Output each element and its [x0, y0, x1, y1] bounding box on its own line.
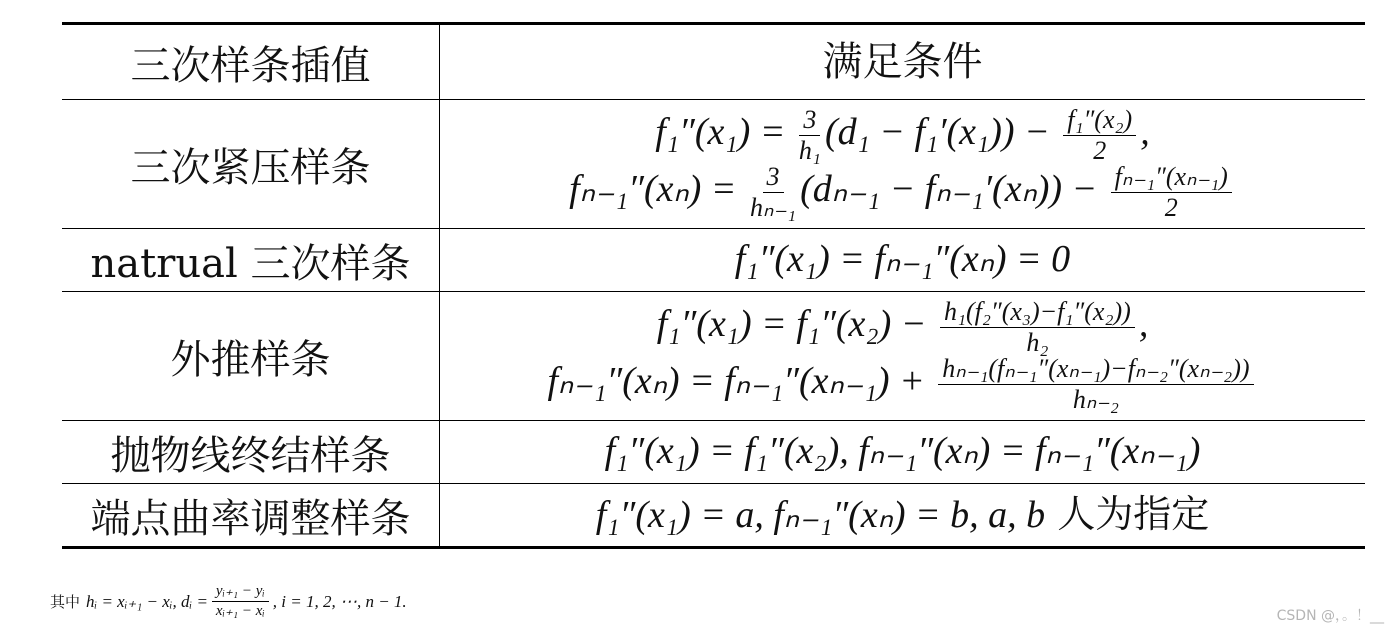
fraction [212, 584, 269, 619]
formula-part: fₙ₋₁″(xₙ) = fₙ₋₁″(xₙ₋₁) + [547, 360, 935, 403]
formula-part: f₁″(x₁) = f₁″(x₂) − [656, 303, 936, 346]
row-condition-natural [440, 229, 1365, 291]
row-condition-curvature [440, 484, 1365, 546]
fraction-numerator: yᵢ₊₁ − yᵢ [212, 584, 269, 602]
formula-line [655, 107, 1149, 164]
formula-line [547, 356, 1257, 413]
fraction [940, 299, 1135, 356]
fraction [1111, 164, 1232, 221]
fraction-numerator: 3 [763, 164, 784, 193]
formula-line: f₁″(x₁) = fₙ₋₁″(xₙ) = 0 [734, 238, 1071, 281]
fraction-denominator: h₁ [798, 136, 821, 165]
watermark: CSDN @，。！__ [1276, 608, 1384, 624]
fraction [799, 107, 821, 164]
formula-cn-text: 人为指定 [1057, 491, 1210, 536]
table-header-row [62, 25, 1365, 100]
table-row [62, 229, 1365, 292]
spline-conditions-table [62, 22, 1365, 549]
row-condition-clamped [440, 100, 1365, 228]
footnote-formula: hᵢ = xᵢ₊₁ − xᵢ, dᵢ = [86, 591, 208, 611]
formula-line [596, 493, 1210, 538]
fraction-denominator: h₂ [1026, 328, 1049, 357]
row-name-natural: natrual 三次样条 [62, 229, 440, 291]
row-name-extrapolated: 外推样条 [62, 292, 440, 420]
table-row [62, 292, 1365, 421]
fraction [1063, 107, 1136, 164]
header-conditions: 满足条件 [822, 39, 983, 85]
fraction-denominator: 2 [1093, 136, 1107, 165]
row-name-parabolic: 抛物线终结样条 [62, 421, 440, 483]
formula-part: (dₙ₋₁ − fₙ₋₁′(xₙ)) − [800, 168, 1107, 211]
formula-line: f₁″(x₁) = f₁″(x₂), fₙ₋₁″(xₙ) = fₙ₋₁″(xₙ₋₁) [604, 430, 1201, 473]
formula-line [657, 299, 1149, 356]
formula-part: f₁″(x₁) = [655, 111, 795, 154]
fraction-numerator: h₁(f₂″(x₃)−f₁″(x₂)) [940, 299, 1135, 328]
formula-line [569, 164, 1236, 221]
formula-part: , [1140, 111, 1150, 154]
fraction-numerator: f₁″(x₂) [1063, 107, 1136, 136]
formula-part: , [1138, 303, 1149, 346]
footnote [50, 584, 407, 619]
formula-part: f₁″(x₁) = a, fₙ₋₁″(xₙ) = b, a, b [595, 493, 1046, 536]
fraction-numerator: hₙ₋₁(fₙ₋₁″(xₙ₋₁)−fₙ₋₂″(xₙ₋₂)) [938, 356, 1253, 385]
fraction-denominator: 2 [1164, 193, 1178, 222]
fraction [938, 356, 1253, 413]
table-row [62, 484, 1365, 546]
fraction-denominator: hₙ₋₂ [1072, 385, 1119, 414]
fraction-denominator: hₙ₋₁ [749, 193, 797, 222]
formula-part: (d₁ − f₁′(x₁)) − [824, 111, 1060, 154]
row-condition-parabolic [440, 421, 1365, 483]
table-row [62, 100, 1365, 229]
formula-part: fₙ₋₁″(xₙ) = [569, 168, 746, 211]
row-condition-extrapolated [440, 292, 1365, 420]
table-row [62, 421, 1365, 484]
fraction-denominator: xᵢ₊₁ − xᵢ [215, 603, 265, 619]
footnote-prefix: 其中 [50, 593, 81, 611]
footnote-formula-tail: , i = 1, 2, ⋯, n − 1. [272, 591, 407, 611]
fraction-numerator: fₙ₋₁″(xₙ₋₁) [1111, 164, 1232, 193]
fraction [750, 164, 796, 221]
row-name-clamped: 三次紧压样条 [62, 100, 440, 228]
row-name-curvature: 端点曲率调整样条 [62, 484, 440, 546]
header-spline-type: 三次样条插值 [62, 25, 440, 99]
fraction-numerator: 3 [799, 107, 820, 136]
